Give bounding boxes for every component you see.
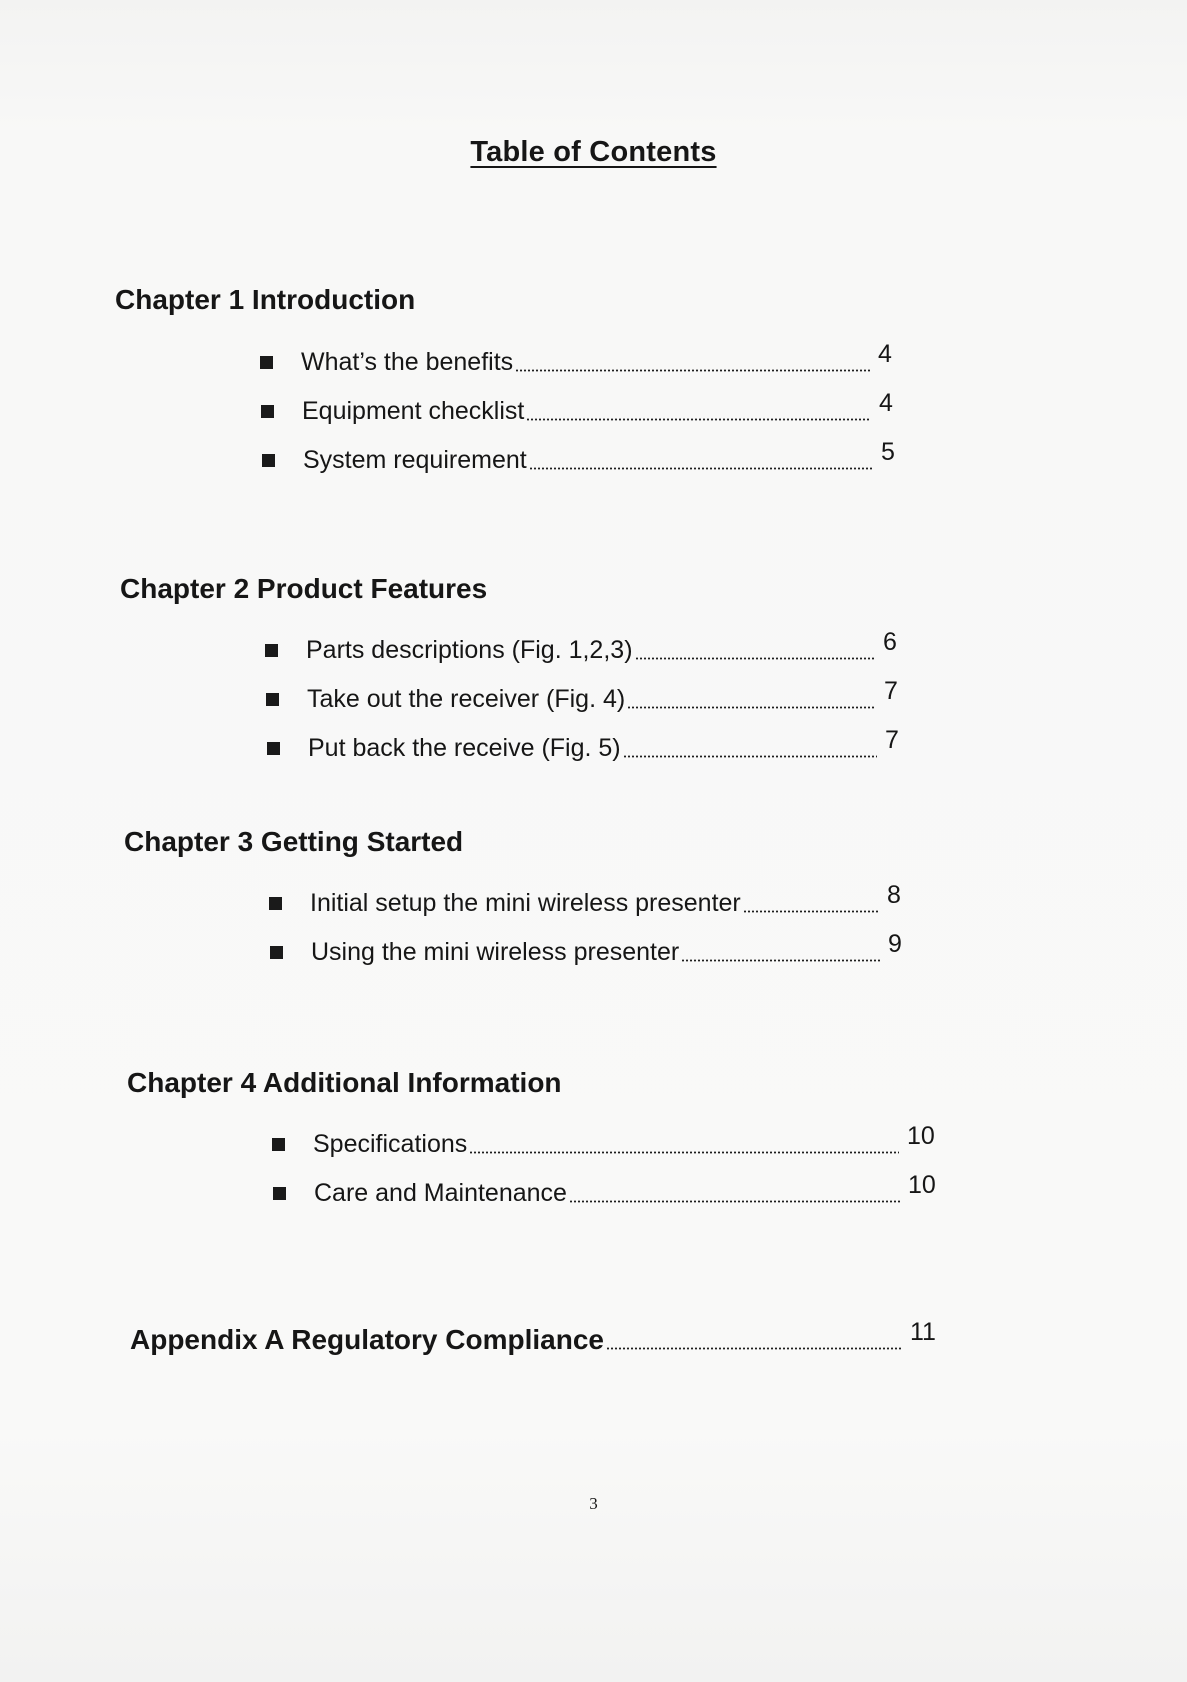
toc-entry[interactable] [266, 676, 914, 717]
appendix-page-number: 11 [910, 1317, 936, 1346]
dot-leader [743, 910, 879, 913]
entry-page-number: 6 [883, 627, 897, 656]
dot-leader [635, 657, 875, 660]
entry-title: Equipment checklist [302, 396, 525, 425]
bullet-icon [267, 742, 280, 755]
entry-page-number: 8 [887, 880, 901, 909]
bullet-icon [272, 1138, 285, 1151]
entry-page-number: 7 [885, 725, 899, 754]
toc-entry[interactable] [261, 388, 909, 429]
toc-entry[interactable] [265, 627, 913, 668]
bullet-icon [261, 405, 274, 418]
bullet-icon [269, 897, 282, 910]
dot-leader [529, 467, 873, 470]
dot-leader [469, 1151, 899, 1154]
appendix-entry[interactable] [130, 1317, 940, 1358]
entry-title: Using the mini wireless presenter [311, 937, 680, 966]
bullet-icon [273, 1187, 286, 1200]
dot-leader [515, 369, 870, 372]
entry-page-number: 5 [881, 437, 895, 466]
entry-page-number: 10 [908, 1170, 936, 1199]
chapter-2-heading: Chapter 2 Product Features [120, 573, 488, 604]
toc-entry[interactable] [272, 1121, 937, 1162]
toc-entry[interactable] [269, 880, 917, 921]
toc-entry[interactable] [273, 1170, 938, 1211]
entry-title: Initial setup the mini wireless presenter [310, 888, 741, 917]
page-number: 3 [589, 1494, 598, 1513]
toc-title [0, 136, 1187, 169]
bullet-icon [270, 946, 283, 959]
entry-title: Parts descriptions (Fig. 1,2,3) [306, 635, 633, 664]
appendix-title: Appendix A Regulatory Compliance [130, 1324, 604, 1355]
dot-leader [526, 418, 871, 421]
entry-title: System requirement [303, 445, 527, 474]
entry-title: Take out the receiver (Fig. 4) [307, 684, 626, 713]
bullet-icon [260, 356, 273, 369]
entry-title: Care and Maintenance [314, 1178, 567, 1207]
entry-page-number: 4 [879, 388, 893, 417]
entry-page-number: 10 [907, 1121, 935, 1150]
entry-page-number: 4 [878, 339, 892, 368]
toc-entry[interactable] [267, 725, 915, 766]
bullet-icon [265, 644, 278, 657]
bullet-icon [266, 693, 279, 706]
chapter-4-heading: Chapter 4 Additional Information [127, 1067, 562, 1098]
dot-leader [569, 1200, 900, 1203]
bullet-icon [262, 454, 275, 467]
toc-entry[interactable] [262, 437, 911, 478]
entry-title: Put back the receive (Fig. 5) [308, 733, 621, 762]
dot-leader [606, 1347, 902, 1350]
entry-title: What’s the benefits [301, 347, 514, 376]
dot-leader [623, 755, 877, 758]
toc-entry[interactable] [270, 929, 918, 970]
entry-title: Specifications [313, 1129, 468, 1158]
dot-leader [627, 706, 876, 709]
entry-page-number: 9 [888, 929, 902, 958]
toc-entry[interactable] [260, 339, 908, 380]
chapter-3-heading: Chapter 3 Getting Started [124, 826, 464, 857]
chapter-1-heading: Chapter 1 Introduction [115, 284, 416, 315]
dot-leader [681, 959, 880, 962]
toc-title-text: Table of Contents [470, 136, 717, 168]
entry-page-number: 7 [884, 676, 898, 705]
